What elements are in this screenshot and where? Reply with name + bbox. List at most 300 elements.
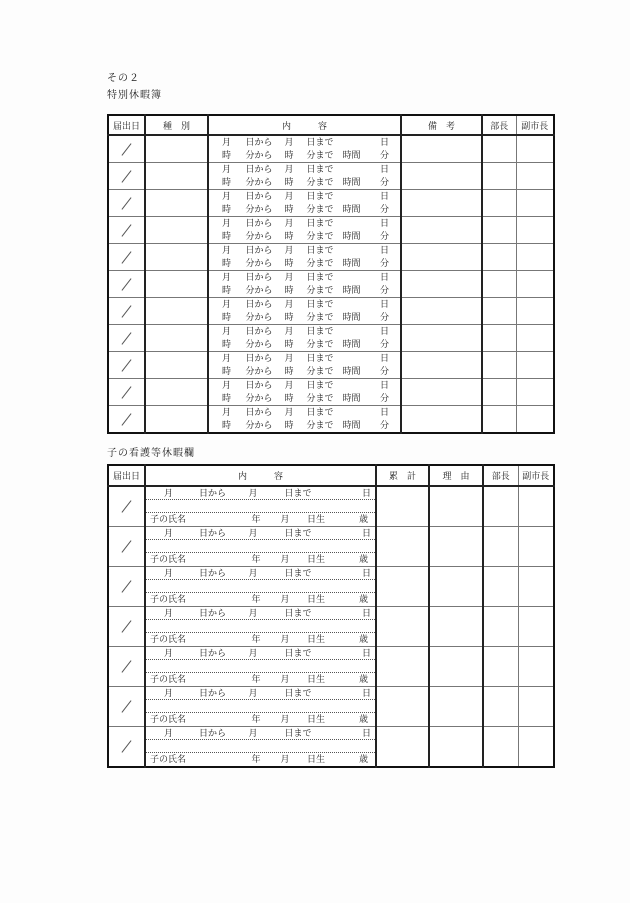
child-care-entry-row bbox=[108, 567, 554, 607]
deputy-mayor-seal-cell bbox=[518, 527, 554, 567]
label-minute-to: 分まで bbox=[306, 285, 334, 295]
label-minutes-total: 分 bbox=[379, 258, 389, 268]
time-range-line bbox=[209, 149, 400, 162]
notification-date-cell bbox=[108, 244, 145, 271]
header-director: 部長 bbox=[483, 465, 518, 486]
blank-write-in-line bbox=[146, 740, 375, 753]
label-month-to: 月 bbox=[284, 164, 294, 174]
label-day-to: 日まで bbox=[306, 164, 334, 174]
label-blank bbox=[324, 607, 356, 620]
notification-date-cell bbox=[108, 647, 145, 687]
label-age: 歳 bbox=[358, 714, 368, 724]
child-info-line bbox=[146, 593, 375, 606]
label-blank bbox=[332, 593, 350, 606]
label-hours-total: 時間 bbox=[342, 339, 361, 349]
remarks-cell bbox=[401, 135, 482, 163]
label-hours-total: 時間 bbox=[342, 420, 361, 430]
director-seal-cell bbox=[482, 190, 516, 217]
deputy-mayor-seal-cell bbox=[518, 687, 554, 727]
blank-write-in-line bbox=[146, 660, 375, 673]
label-blank bbox=[332, 553, 350, 566]
date-slash-icon bbox=[121, 197, 131, 209]
label-minutes-total: 分 bbox=[379, 393, 389, 403]
label-blank bbox=[336, 379, 367, 392]
date-slash-icon bbox=[121, 170, 131, 182]
deputy-mayor-seal-cell bbox=[516, 352, 554, 379]
child-care-entry-row bbox=[108, 687, 554, 727]
label-hour-to: 時 bbox=[284, 312, 294, 322]
date-slash-icon bbox=[121, 740, 131, 752]
deputy-mayor-seal-cell bbox=[516, 298, 554, 325]
content-cell bbox=[208, 298, 401, 325]
label-hour-to: 時 bbox=[284, 366, 294, 376]
label-days-total: 日 bbox=[379, 191, 389, 201]
label-hours-total: 時間 bbox=[342, 285, 361, 295]
label-day-from: 日から bbox=[245, 164, 273, 174]
deputy-mayor-seal-cell bbox=[518, 647, 554, 687]
label-hours-total: 時間 bbox=[342, 150, 361, 160]
label-day-from: 日から bbox=[198, 688, 226, 698]
child-info-line bbox=[146, 553, 375, 566]
label-month-from: 月 bbox=[221, 191, 231, 201]
label-blank bbox=[324, 647, 356, 660]
deputy-mayor-seal-cell bbox=[518, 727, 554, 768]
header-notification-date: 届出日 bbox=[108, 465, 145, 486]
date-slash-icon bbox=[121, 143, 131, 155]
label-minute-from: 分から bbox=[245, 420, 273, 430]
label-days-total: 日 bbox=[361, 528, 371, 538]
remarks-cell bbox=[401, 406, 482, 434]
label-birth-year: 年 bbox=[251, 754, 261, 764]
label-day-from: 日から bbox=[198, 648, 226, 658]
child-care-entry-row bbox=[108, 727, 554, 768]
blank-write-in-line bbox=[146, 700, 375, 713]
label-age: 歳 bbox=[358, 634, 368, 644]
time-range-line bbox=[209, 203, 400, 216]
label-days-total: 日 bbox=[361, 608, 371, 618]
remarks-cell bbox=[401, 379, 482, 406]
label-birth-day: 日生 bbox=[306, 674, 325, 684]
date-range-line bbox=[209, 163, 400, 176]
label-day-to: 日まで bbox=[306, 218, 334, 228]
label-child-name: 子の氏名 bbox=[150, 714, 187, 724]
label-hour-to: 時 bbox=[284, 150, 294, 160]
director-seal-cell bbox=[483, 727, 518, 768]
date-slash-icon bbox=[121, 332, 131, 344]
content-cell bbox=[208, 379, 401, 406]
date-range-line bbox=[146, 487, 375, 500]
label-hour-from: 時 bbox=[221, 258, 231, 268]
label-hour-to: 時 bbox=[284, 258, 294, 268]
label-day-from: 日から bbox=[245, 380, 273, 390]
deputy-mayor-seal-cell bbox=[518, 486, 554, 527]
label-day-from: 日から bbox=[245, 272, 273, 282]
label-month-from: 月 bbox=[163, 488, 173, 498]
label-day-from: 日から bbox=[245, 218, 273, 228]
label-month-to: 月 bbox=[284, 407, 294, 417]
notification-date-cell bbox=[108, 727, 145, 768]
label-birth-day: 日生 bbox=[306, 754, 325, 764]
label-days-total: 日 bbox=[361, 648, 371, 658]
header-deputy-mayor: 副市長 bbox=[516, 115, 554, 135]
time-range-line bbox=[209, 392, 400, 405]
label-minute-to: 分まで bbox=[306, 177, 334, 187]
label-blank bbox=[336, 352, 367, 365]
director-seal-cell bbox=[482, 244, 516, 271]
label-minute-to: 分まで bbox=[306, 420, 334, 430]
date-range-line bbox=[209, 190, 400, 203]
director-seal-cell bbox=[482, 271, 516, 298]
label-hour-from: 時 bbox=[221, 366, 231, 376]
label-minutes-total: 分 bbox=[379, 312, 389, 322]
label-month-to: 月 bbox=[248, 488, 258, 498]
time-range-line bbox=[209, 284, 400, 297]
label-day-to: 日まで bbox=[284, 488, 312, 498]
date-range-line bbox=[146, 567, 375, 580]
label-minutes-total: 分 bbox=[379, 420, 389, 430]
label-days-total: 日 bbox=[361, 728, 371, 738]
date-slash-icon bbox=[121, 359, 131, 371]
label-minute-to: 分まで bbox=[306, 258, 334, 268]
child-care-entry-row bbox=[108, 527, 554, 567]
label-month-from: 月 bbox=[221, 299, 231, 309]
header-content: 内 容 bbox=[145, 465, 376, 486]
label-birth-month: 月 bbox=[280, 594, 290, 604]
label-month-to: 月 bbox=[248, 608, 258, 618]
type-cell bbox=[145, 244, 208, 271]
label-hour-to: 時 bbox=[284, 420, 294, 430]
content-cell bbox=[145, 486, 376, 527]
date-slash-icon bbox=[121, 413, 131, 425]
label-day-from: 日から bbox=[245, 137, 273, 147]
label-blank bbox=[332, 753, 350, 766]
label-hours-total: 時間 bbox=[342, 231, 361, 241]
remarks-cell bbox=[401, 352, 482, 379]
content-cell bbox=[208, 352, 401, 379]
notification-date-cell bbox=[108, 298, 145, 325]
label-minutes-total: 分 bbox=[379, 339, 389, 349]
label-minute-to: 分まで bbox=[306, 393, 334, 403]
label-blank bbox=[336, 325, 367, 338]
date-range-line bbox=[209, 136, 400, 149]
special-leave-entry-row bbox=[108, 379, 554, 406]
content-cell bbox=[208, 271, 401, 298]
label-age: 歳 bbox=[358, 554, 368, 564]
header-remarks: 備 考 bbox=[401, 115, 482, 135]
label-day-from: 日から bbox=[245, 326, 273, 336]
label-day-from: 日から bbox=[245, 353, 273, 363]
child-info-line bbox=[146, 633, 375, 646]
notification-date-cell bbox=[108, 163, 145, 190]
header-type: 種 別 bbox=[145, 115, 208, 135]
date-slash-icon bbox=[121, 620, 131, 632]
director-seal-cell bbox=[482, 163, 516, 190]
label-day-from: 日から bbox=[245, 191, 273, 201]
label-month-to: 月 bbox=[284, 299, 294, 309]
deputy-mayor-seal-cell bbox=[516, 379, 554, 406]
cumulative-total-cell bbox=[376, 486, 429, 527]
label-minutes-total: 分 bbox=[379, 177, 389, 187]
reason-cell bbox=[429, 607, 483, 647]
label-month-to: 月 bbox=[248, 528, 258, 538]
label-days-total: 日 bbox=[361, 568, 371, 578]
label-day-to: 日まで bbox=[284, 528, 312, 538]
cumulative-total-cell bbox=[376, 687, 429, 727]
label-blank bbox=[324, 567, 356, 580]
blank-write-in-line bbox=[146, 580, 375, 593]
label-month-to: 月 bbox=[248, 728, 258, 738]
notification-date-cell bbox=[108, 135, 145, 163]
label-blank bbox=[324, 527, 356, 540]
label-hour-to: 時 bbox=[284, 177, 294, 187]
reason-cell bbox=[429, 527, 483, 567]
date-range-line bbox=[209, 325, 400, 338]
time-range-line bbox=[209, 176, 400, 189]
notification-date-cell bbox=[108, 567, 145, 607]
label-child-name: 子の氏名 bbox=[150, 634, 187, 644]
label-age: 歳 bbox=[358, 674, 368, 684]
date-slash-icon bbox=[121, 251, 131, 263]
special-leave-entry-row bbox=[108, 244, 554, 271]
date-slash-icon bbox=[121, 500, 131, 512]
label-day-to: 日まで bbox=[284, 648, 312, 658]
time-range-line bbox=[209, 365, 400, 378]
date-slash-icon bbox=[121, 224, 131, 236]
director-seal-cell bbox=[483, 607, 518, 647]
label-minute-from: 分から bbox=[245, 231, 273, 241]
child-info-line bbox=[146, 753, 375, 766]
label-month-from: 月 bbox=[221, 380, 231, 390]
label-birth-month: 月 bbox=[280, 634, 290, 644]
remarks-cell bbox=[401, 217, 482, 244]
label-month-from: 月 bbox=[221, 137, 231, 147]
label-birth-year: 年 bbox=[251, 594, 261, 604]
label-blank bbox=[336, 406, 367, 419]
label-month-from: 月 bbox=[163, 688, 173, 698]
label-day-from: 日から bbox=[198, 568, 226, 578]
remarks-cell bbox=[401, 163, 482, 190]
notification-date-cell bbox=[108, 190, 145, 217]
remarks-cell bbox=[401, 190, 482, 217]
label-birth-month: 月 bbox=[280, 674, 290, 684]
cumulative-total-cell bbox=[376, 727, 429, 768]
type-cell bbox=[145, 271, 208, 298]
notification-date-cell bbox=[108, 271, 145, 298]
date-range-line bbox=[209, 352, 400, 365]
label-minute-to: 分まで bbox=[306, 366, 334, 376]
label-child-name: 子の氏名 bbox=[150, 594, 187, 604]
label-month-to: 月 bbox=[284, 218, 294, 228]
cumulative-total-cell bbox=[376, 567, 429, 607]
label-days-total: 日 bbox=[379, 380, 389, 390]
notification-date-cell bbox=[108, 486, 145, 527]
type-cell bbox=[145, 379, 208, 406]
deputy-mayor-seal-cell bbox=[518, 567, 554, 607]
label-age: 歳 bbox=[358, 594, 368, 604]
label-minute-to: 分まで bbox=[306, 339, 334, 349]
label-day-to: 日まで bbox=[306, 299, 334, 309]
label-minute-from: 分から bbox=[245, 366, 273, 376]
label-blank bbox=[336, 244, 367, 257]
deputy-mayor-seal-cell bbox=[516, 325, 554, 352]
label-birth-year: 年 bbox=[251, 634, 261, 644]
label-birth-month: 月 bbox=[280, 514, 290, 524]
label-day-to: 日まで bbox=[306, 272, 334, 282]
label-month-from: 月 bbox=[163, 728, 173, 738]
label-blank bbox=[336, 190, 367, 203]
label-blank bbox=[336, 271, 367, 284]
label-days-total: 日 bbox=[379, 353, 389, 363]
label-month-to: 月 bbox=[284, 137, 294, 147]
label-hour-to: 時 bbox=[284, 285, 294, 295]
label-days-total: 日 bbox=[379, 218, 389, 228]
label-day-to: 日まで bbox=[284, 728, 312, 738]
label-day-from: 日から bbox=[245, 299, 273, 309]
content-cell bbox=[208, 135, 401, 163]
deputy-mayor-seal-cell bbox=[516, 163, 554, 190]
label-month-from: 月 bbox=[221, 272, 231, 282]
label-birth-year: 年 bbox=[251, 714, 261, 724]
label-hour-to: 時 bbox=[284, 204, 294, 214]
label-minute-from: 分から bbox=[245, 258, 273, 268]
type-cell bbox=[145, 217, 208, 244]
label-age: 歳 bbox=[358, 514, 368, 524]
remarks-cell bbox=[401, 271, 482, 298]
date-range-line bbox=[209, 406, 400, 419]
special-leave-entry-row bbox=[108, 325, 554, 352]
director-seal-cell bbox=[482, 217, 516, 244]
child-care-entry-row bbox=[108, 647, 554, 687]
time-range-line bbox=[209, 419, 400, 432]
label-birth-year: 年 bbox=[251, 554, 261, 564]
label-day-to: 日まで bbox=[306, 245, 334, 255]
label-days-total: 日 bbox=[361, 488, 371, 498]
blank-write-in-line bbox=[146, 620, 375, 633]
special-leave-header-row bbox=[108, 115, 554, 135]
notification-date-cell bbox=[108, 687, 145, 727]
header-cumulative-total: 累 計 bbox=[376, 465, 429, 486]
label-blank bbox=[336, 298, 367, 311]
child-care-leave-table bbox=[107, 464, 555, 768]
type-cell bbox=[145, 352, 208, 379]
deputy-mayor-seal-cell bbox=[516, 271, 554, 298]
director-seal-cell bbox=[483, 687, 518, 727]
header-deputy-mayor: 副市長 bbox=[518, 465, 554, 486]
child-info-line bbox=[146, 513, 375, 526]
label-hours-total: 時間 bbox=[342, 177, 361, 187]
content-cell bbox=[145, 527, 376, 567]
label-blank bbox=[332, 633, 350, 646]
label-blank bbox=[336, 136, 367, 149]
director-seal-cell bbox=[483, 486, 518, 527]
label-day-to: 日まで bbox=[306, 380, 334, 390]
label-birth-month: 月 bbox=[280, 554, 290, 564]
label-minute-to: 分まで bbox=[306, 204, 334, 214]
date-slash-icon bbox=[121, 386, 131, 398]
label-month-to: 月 bbox=[284, 353, 294, 363]
content-cell bbox=[145, 607, 376, 647]
type-cell bbox=[145, 190, 208, 217]
label-day-from: 日から bbox=[245, 245, 273, 255]
date-slash-icon bbox=[121, 700, 131, 712]
date-slash-icon bbox=[121, 278, 131, 290]
date-range-line bbox=[209, 217, 400, 230]
special-leave-entry-row bbox=[108, 217, 554, 244]
cumulative-total-cell bbox=[376, 527, 429, 567]
content-cell bbox=[145, 727, 376, 768]
label-hours-total: 時間 bbox=[342, 312, 361, 322]
label-month-to: 月 bbox=[284, 191, 294, 201]
label-minute-from: 分から bbox=[245, 393, 273, 403]
label-blank bbox=[336, 163, 367, 176]
label-month-to: 月 bbox=[248, 568, 258, 578]
label-day-from: 日から bbox=[198, 528, 226, 538]
director-seal-cell bbox=[482, 135, 516, 163]
notification-date-cell bbox=[108, 217, 145, 244]
label-blank bbox=[324, 727, 356, 740]
label-month-from: 月 bbox=[221, 407, 231, 417]
label-month-from: 月 bbox=[163, 568, 173, 578]
label-blank bbox=[324, 487, 356, 500]
label-birth-year: 年 bbox=[251, 514, 261, 524]
label-birth-year: 年 bbox=[251, 674, 261, 684]
label-day-from: 日から bbox=[198, 608, 226, 618]
label-minutes-total: 分 bbox=[379, 231, 389, 241]
label-hours-total: 時間 bbox=[342, 393, 361, 403]
child-care-entry-row bbox=[108, 486, 554, 527]
label-birth-day: 日生 bbox=[306, 514, 325, 524]
label-birth-month: 月 bbox=[280, 754, 290, 764]
time-range-line bbox=[209, 311, 400, 324]
child-info-line bbox=[146, 713, 375, 726]
date-range-line bbox=[209, 298, 400, 311]
label-minute-to: 分まで bbox=[306, 150, 334, 160]
special-leave-entry-row bbox=[108, 190, 554, 217]
label-hour-to: 時 bbox=[284, 393, 294, 403]
label-day-to: 日まで bbox=[306, 407, 334, 417]
remarks-cell bbox=[401, 298, 482, 325]
content-cell bbox=[145, 687, 376, 727]
time-range-line bbox=[209, 230, 400, 243]
child-care-leave-title: 子の看護等休暇欄 bbox=[107, 448, 195, 459]
type-cell bbox=[145, 325, 208, 352]
date-range-line bbox=[146, 607, 375, 620]
label-month-from: 月 bbox=[163, 528, 173, 538]
label-hour-from: 時 bbox=[221, 312, 231, 322]
director-seal-cell bbox=[482, 298, 516, 325]
date-range-line bbox=[146, 527, 375, 540]
deputy-mayor-seal-cell bbox=[516, 406, 554, 434]
label-days-total: 日 bbox=[379, 164, 389, 174]
notification-date-cell bbox=[108, 352, 145, 379]
date-slash-icon bbox=[121, 540, 131, 552]
content-cell bbox=[208, 406, 401, 434]
notification-date-cell bbox=[108, 379, 145, 406]
label-minute-from: 分から bbox=[245, 150, 273, 160]
label-hour-from: 時 bbox=[221, 177, 231, 187]
label-hours-total: 時間 bbox=[342, 204, 361, 214]
content-cell bbox=[208, 190, 401, 217]
label-month-to: 月 bbox=[284, 380, 294, 390]
label-day-to: 日まで bbox=[284, 568, 312, 578]
label-day-to: 日まで bbox=[306, 353, 334, 363]
content-cell bbox=[145, 647, 376, 687]
deputy-mayor-seal-cell bbox=[516, 135, 554, 163]
child-care-header-row bbox=[108, 465, 554, 486]
label-child-name: 子の氏名 bbox=[150, 674, 187, 684]
label-blank bbox=[336, 217, 367, 230]
director-seal-cell bbox=[483, 527, 518, 567]
